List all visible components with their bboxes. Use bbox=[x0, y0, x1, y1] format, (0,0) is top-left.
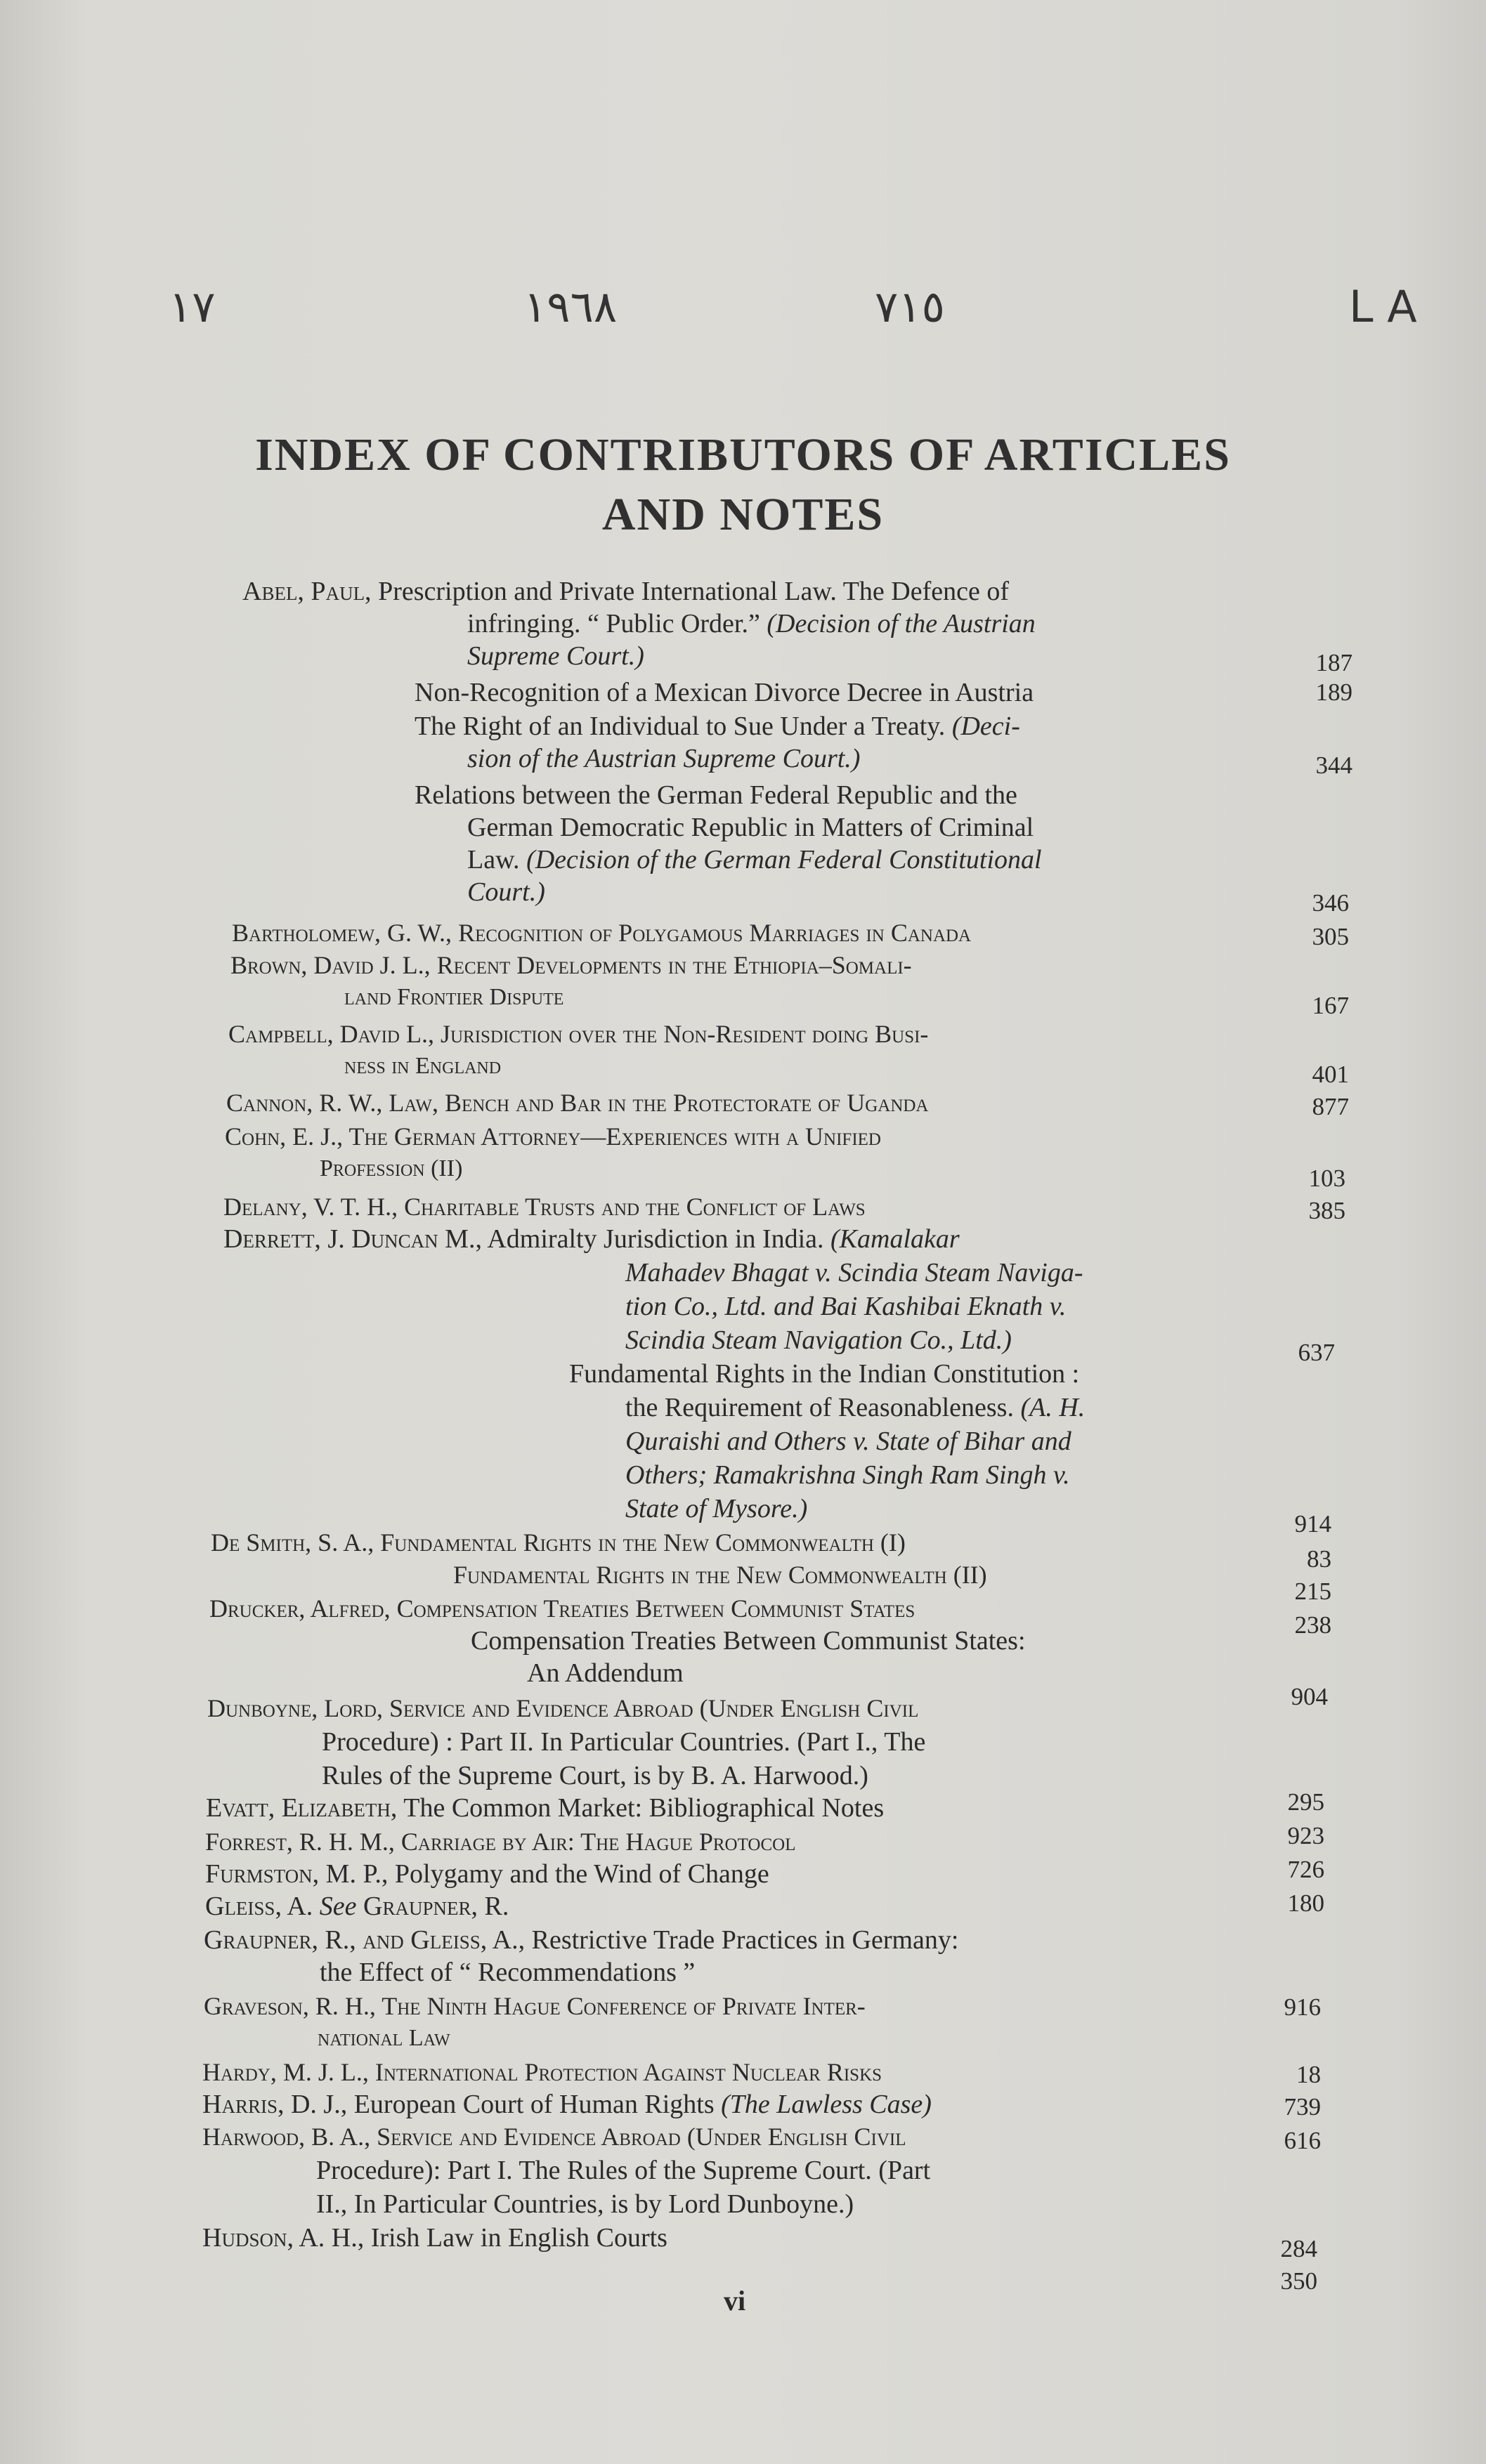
page-number: 726 bbox=[1287, 1856, 1324, 1883]
entry-campbell: Campbell, David L., Jurisdiction over the Non-Resident doing Busi- bbox=[228, 1020, 929, 1048]
book-page: ١٧ ١٩٦٨ ٧١٥ L A INDEX OF CONTRIBUTORS OF ARTICLES AND NOTES Abel, Paul, Prescription and Private International Law. The Defence of infringing. “ Public Order.” (Decision of the Austrian Supreme Court.) 187 Non-Recognition of a Mexican Divorce Decree in Austria 189 The Right of an Individual to Sue Under a Treaty. (Deci- sion of the Austrian Supreme Court.) 344 Relations between the German Federal Republic and the German Democratic Republic in Matters of Criminal Law. (Decision of the German Federal Constitutional Court.) 346 Bartholomew, G. W., Recognition of Polygamous Marriages in Canada 305 Brown, David J. L., Recent Developments in the Ethiopia–Somali- land Frontier Dispute 167 Campbell, David L., Jurisdiction over the Non-Resident doing Busi- ness in England 401 Cannon, R. W., Law, Bench and Bar in the Protectorate of Uganda 877 Cohn, E. J., The German Attorney—Experiences with a Unified Profession (II) 103 Delany, V. T. H., Charitable Trusts and the Conflict of Laws 385 Derrett, J. Duncan M., Admiralty Jurisdiction in India. (Kamalakar Mahadev Bhagat v. Scindia Steam Naviga- tion Co., Ltd. and Bai Kashibai Eknath v. Scindia Steam Navigation Co., Ltd.) 637 Fundamental Rights in the Indian Constitution : the Requirement of Reasonableness. (A. H. Quraishi and Others v. State of Bihar and Others; Ramakrishna Singh Ram Singh v. State of Mysore.) 914 De Smith, S. A., Fundamental Rights in the New Commonwealth (I) 83 Fundamental Rights in the New Commonwealth (II) 215 Drucker, Alfred, Compensation Treaties Between Communist States 238 Compensation Treaties Between Communist States: An Addendum 904 Dunboyne, Lord, Service and Evidence Abroad (Under English Civil Procedure) : Part II. In Particular Countries. (Part I., The Rules of the Supreme Court, is by B. A. Harwood.) 295 Evatt, Elizabeth, The Common Market: Bibliographical Notes 923 Forrest, R. H. M., Carriage by Air: The Hague Protocol 726 Furmston, M. P., Polygamy and the Wind of Change 180 Gleiss, A. See Graupner, R. Graupner, R., and Gleiss, A., Restrictive Trade Practices in Germany: the Effect of “ Recommendations ” 916 Graveson, R. H., The Ninth Hague Conference of Private Inter- national Law 18 Hardy, M. J. L., International Protection Against Nuclear Risks 739 Harris, D. J., European Court of Human Rights (The Lawless Case) 616 Harwood, B. A., Service and Evidence Abroad (Under English Civil Procedure): Part I. The Rules of the Supreme Court. (Part II., In Particular Countries, is by Lord Dunboyne.) 284 Hudson, A. H., Irish Law in English Courts 350 vi bbox=[0, 0, 1486, 2464]
page-number: 305 bbox=[1312, 923, 1349, 950]
page-number: 238 bbox=[1294, 1611, 1331, 1639]
page-number: 877 bbox=[1312, 1093, 1349, 1120]
page-number: 18 bbox=[1296, 2061, 1321, 2088]
page-number: 284 bbox=[1280, 2235, 1317, 2262]
entry-forrest: Forrest, R. H. M., Carriage by Air: The Hague Protocol bbox=[205, 1828, 796, 1856]
page-number: 401 bbox=[1312, 1061, 1349, 1088]
page-number: 215 bbox=[1294, 1578, 1331, 1605]
entry-cohn: Cohn, E. J., The German Attorney—Experiences with a Unified bbox=[225, 1122, 881, 1151]
page-number: 103 bbox=[1308, 1165, 1345, 1192]
handwritten-mark-year: ١٩٦٨ bbox=[523, 281, 618, 332]
author-name: Abel, Paul, bbox=[242, 577, 372, 606]
page-number: 295 bbox=[1287, 1788, 1324, 1816]
page-number: 904 bbox=[1291, 1683, 1328, 1710]
page-number: 180 bbox=[1287, 1889, 1324, 1917]
entry-evatt: Evatt, Elizabeth, The Common Market: Bibliographical Notes bbox=[206, 1793, 885, 1823]
entry-drucker: Drucker, Alfred, Compensation Treaties Between Communist States bbox=[209, 1594, 915, 1623]
entry-harwood: Harwood, B. A., Service and Evidence Abroad (Under English Civil bbox=[202, 2123, 906, 2151]
handwritten-mark-right: L A bbox=[1349, 281, 1417, 332]
page-number: 83 bbox=[1307, 1545, 1331, 1573]
entry-graupner: Graupner, R., and Gleiss, A., Restrictive Trade Practices in Germany: bbox=[204, 1925, 959, 1955]
entry-gleiss: Gleiss, A. See Graupner, R. bbox=[205, 1892, 509, 1921]
page-number: 914 bbox=[1294, 1510, 1331, 1538]
entry-abel: Abel, Paul, Prescription and Private International Law. The Defence of bbox=[242, 577, 1009, 606]
entry-brown: Brown, David J. L., Recent Developments in the Ethiopia–Somali- bbox=[230, 951, 912, 979]
entry-derrett: Derrett, J. Duncan M., Admiralty Jurisdiction in India. (Kamalakar bbox=[223, 1224, 960, 1254]
page-number: 344 bbox=[1315, 752, 1353, 779]
page-number: 346 bbox=[1312, 889, 1349, 917]
entry-desmith: De Smith, S. A., Fundamental Rights in the New Commonwealth (I) bbox=[211, 1528, 906, 1557]
page-folio: vi bbox=[724, 2285, 746, 2316]
entry-bartholomew: Bartholomew, G. W., Recognition of Polygamous Marriages in Canada bbox=[232, 919, 972, 947]
page-number: 637 bbox=[1298, 1339, 1335, 1366]
page-number: 167 bbox=[1312, 992, 1349, 1019]
entry-cannon: Cannon, R. W., Law, Bench and Bar in the Protectorate of Uganda bbox=[226, 1089, 929, 1117]
page-number: 739 bbox=[1284, 2093, 1321, 2121]
page-number: 187 bbox=[1315, 649, 1353, 676]
entry-dunboyne: Dunboyne, Lord, Service and Evidence Abroad (Under English Civil bbox=[207, 1694, 919, 1722]
page-title: INDEX OF CONTRIBUTORS OF ARTICLES bbox=[255, 429, 1231, 480]
entry-harris: Harris, D. J., European Court of Human Rights (The Lawless Case) bbox=[202, 2090, 932, 2119]
page-number: 923 bbox=[1287, 1822, 1324, 1849]
entry-hudson: Hudson, A. H., Irish Law in English Courts bbox=[202, 2223, 667, 2253]
page-number: 916 bbox=[1284, 1993, 1321, 2021]
page-number: 385 bbox=[1308, 1197, 1345, 1224]
entry-furmston: Furmston, M. P., Polygamy and the Wind of Change bbox=[205, 1859, 769, 1889]
handwritten-mark-left: ١٧ bbox=[169, 281, 216, 332]
entry-delany: Delany, V. T. H., Charitable Trusts and the Conflict of Laws bbox=[223, 1193, 866, 1221]
entry-hardy: Hardy, M. J. L., International Protection Against Nuclear Risks bbox=[202, 2058, 882, 2086]
page-number: 350 bbox=[1280, 2267, 1317, 2295]
page-number: 616 bbox=[1284, 2127, 1321, 2154]
page-title-line2: AND NOTES bbox=[601, 489, 885, 540]
entry-graveson: Graveson, R. H., The Ninth Hague Conference of Private Inter- bbox=[204, 1992, 866, 2020]
handwritten-mark-number: ٧١٥ bbox=[875, 281, 945, 332]
page-number: 189 bbox=[1315, 679, 1353, 706]
